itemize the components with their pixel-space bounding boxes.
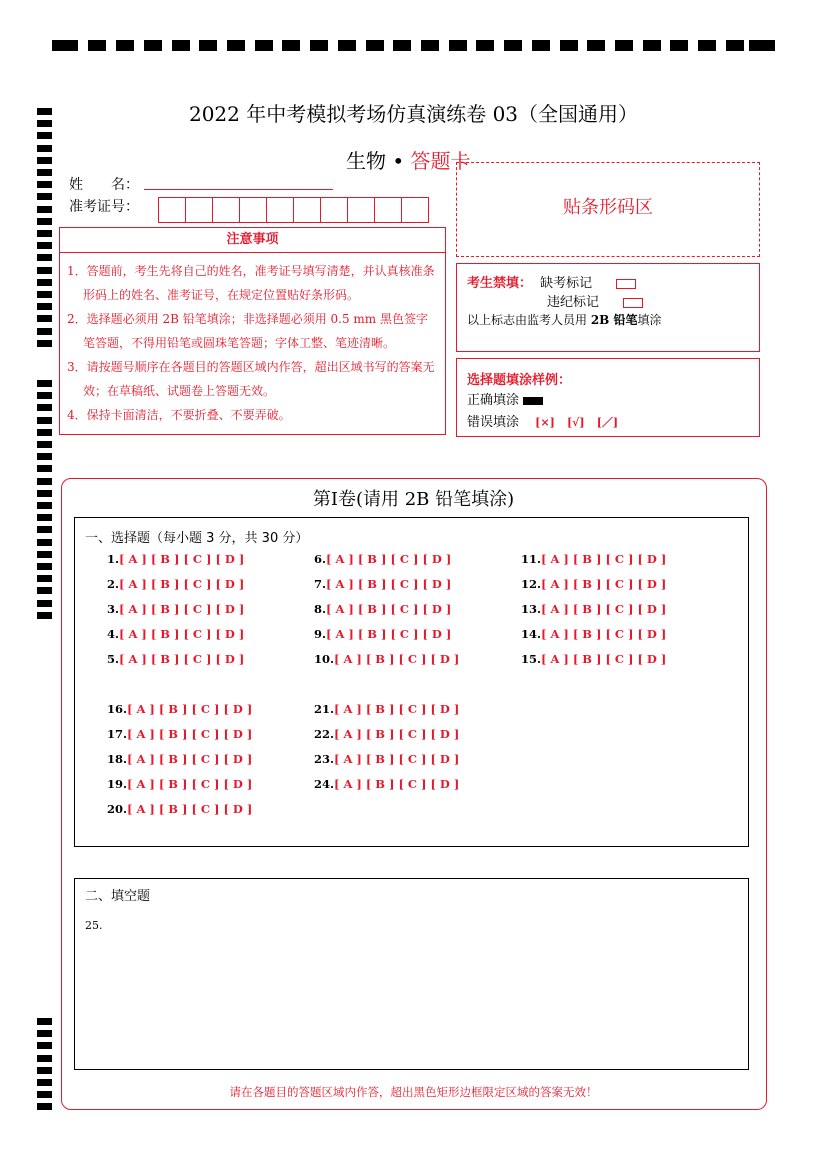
answer-options[interactable]: [ A ] [ B ] [ C ] [ D ] xyxy=(334,702,460,716)
mcq-question[interactable] xyxy=(521,602,666,616)
id-digit-box[interactable] xyxy=(266,197,294,223)
notice-item: 1．答题前，考生先将自己的姓名，准考证号填写清楚，并认真核准条形码上的姓名、准考证号，在规定位置贴好条形码。 xyxy=(67,264,435,302)
absent-mark-box[interactable] xyxy=(616,279,636,289)
id-digit-box[interactable] xyxy=(185,197,213,223)
registration-mark xyxy=(37,254,52,261)
registration-mark xyxy=(37,267,52,274)
registration-mark xyxy=(37,193,52,200)
question-number: 24. xyxy=(314,777,335,791)
registration-mark xyxy=(37,575,52,582)
registration-mark xyxy=(37,315,52,322)
registration-mark xyxy=(37,514,52,521)
registration-mark xyxy=(749,40,775,51)
name-field-label: 姓 名： xyxy=(69,177,139,193)
name-input-line[interactable] xyxy=(144,189,333,190)
registration-mark xyxy=(88,40,106,51)
registration-mark xyxy=(52,40,78,51)
violation-mark-box[interactable] xyxy=(623,298,643,308)
answer-options[interactable]: [ A ] [ B ] [ C ] [ D ] xyxy=(127,702,253,716)
registration-mark xyxy=(37,1055,52,1062)
id-digit-box[interactable] xyxy=(158,197,186,223)
registration-mark xyxy=(37,478,52,485)
registration-mark xyxy=(37,1103,52,1110)
mcq-question[interactable] xyxy=(521,552,666,566)
registration-mark xyxy=(37,453,52,460)
registration-mark xyxy=(310,40,328,51)
question-number: 4. xyxy=(107,627,120,641)
registration-mark xyxy=(37,169,52,176)
exam-id-grid[interactable] xyxy=(158,197,428,223)
registration-mark xyxy=(255,40,273,51)
top-registration-marks xyxy=(52,40,775,52)
answer-options[interactable]: [ A ] [ B ] [ C ] [ D ] xyxy=(541,552,667,566)
mcq-question[interactable] xyxy=(107,752,252,766)
registration-mark xyxy=(393,40,411,51)
question-number: 3. xyxy=(107,602,120,616)
registration-mark xyxy=(37,600,52,607)
registration-mark xyxy=(37,551,52,558)
answer-options[interactable]: [ A ] [ B ] [ C ] [ D ] xyxy=(127,777,253,791)
wrong-fill-sample: [／] xyxy=(596,416,619,429)
mcq-question[interactable] xyxy=(314,627,451,641)
question-number: 11. xyxy=(521,552,542,566)
registration-mark xyxy=(726,40,744,51)
notice-item: 4．保持卡面清洁，不要折叠、不要弄破。 xyxy=(67,408,291,422)
registration-mark xyxy=(116,40,134,51)
mcq-question[interactable] xyxy=(314,777,459,791)
mcq-question[interactable] xyxy=(314,727,459,741)
answer-options[interactable]: [ A ] [ B ] [ C ] [ D ] xyxy=(119,627,245,641)
mcq-question[interactable] xyxy=(521,627,666,641)
registration-mark xyxy=(37,539,52,546)
answer-options[interactable]: [ A ] [ B ] [ C ] [ D ] xyxy=(541,652,667,666)
answer-options[interactable]: [ A ] [ B ] [ C ] [ D ] xyxy=(334,727,460,741)
correct-fill-label: 正确填涂 xyxy=(467,393,520,408)
footer-warning: 请在各题目的答题区域内作答，超出黑色矩形边框限定区域的答案无效！ xyxy=(229,1085,598,1099)
answer-options[interactable]: [ A ] [ B ] [ C ] [ D ] xyxy=(119,652,245,666)
registration-mark xyxy=(532,40,550,51)
notice-heading: 注意事项 xyxy=(60,228,445,253)
mcq-question[interactable] xyxy=(314,702,459,716)
registration-mark xyxy=(37,230,52,237)
registration-mark xyxy=(37,328,52,335)
registration-mark xyxy=(37,404,52,411)
registration-mark xyxy=(587,40,605,51)
subject-name: 生物 xyxy=(346,149,386,173)
answer-options[interactable]: [ A ] [ B ] [ C ] [ D ] xyxy=(119,552,245,566)
mcq-question[interactable] xyxy=(314,602,451,616)
question-number: 23. xyxy=(314,752,335,766)
question-number: 6. xyxy=(314,552,327,566)
registration-mark xyxy=(37,1067,52,1074)
registration-mark xyxy=(37,380,52,387)
question-25-number: 25. xyxy=(85,919,103,932)
mcq-question[interactable] xyxy=(521,652,666,666)
registration-mark xyxy=(366,40,384,51)
absent-mark-label: 缺考标记 xyxy=(540,276,593,291)
id-digit-box[interactable] xyxy=(239,197,267,223)
registration-mark xyxy=(37,563,52,570)
registration-mark xyxy=(37,157,52,164)
registration-mark xyxy=(282,40,300,51)
id-digit-box[interactable] xyxy=(347,197,375,223)
question-number: 15. xyxy=(521,652,542,666)
title-separator: • xyxy=(386,149,411,173)
wrong-fill-sample: [×] xyxy=(535,416,555,429)
mcq-heading: 一、选择题（每小题 3 分，共 30 分） xyxy=(85,531,309,546)
question-number: 16. xyxy=(107,702,128,716)
answer-options[interactable]: [ A ] [ B ] [ C ] [ D ] xyxy=(541,577,667,591)
fill-heading: 二、填空题 xyxy=(85,889,151,904)
question-number: 20. xyxy=(107,802,128,816)
registration-mark xyxy=(227,40,245,51)
question-number: 18. xyxy=(107,752,128,766)
forbidden-label: 考生禁填： xyxy=(467,276,533,291)
answer-options[interactable]: [ A ] [ B ] [ C ] [ D ] xyxy=(119,577,245,591)
question-number: 14. xyxy=(521,627,542,641)
notice-item: 2．选择题必须用 2B 铅笔填涂；非选择题必须用 0.5 mm 黑色签字笔答题，不得用铅笔或圆珠笔答题；字体工整、笔迹清晰。 xyxy=(67,312,429,350)
registration-mark xyxy=(37,206,52,213)
answer-options[interactable]: [ A ] [ B ] [ C ] [ D ] xyxy=(326,552,452,566)
answer-options[interactable]: [ A ] [ B ] [ C ] [ D ] xyxy=(541,627,667,641)
notice-box xyxy=(59,227,446,435)
mcq-question[interactable] xyxy=(107,702,252,716)
id-digit-box[interactable] xyxy=(320,197,348,223)
registration-mark xyxy=(37,291,52,298)
mcq-question[interactable] xyxy=(107,627,244,641)
fill-example-box xyxy=(456,358,760,437)
fill-answer-box[interactable] xyxy=(74,878,749,1070)
id-digit-box[interactable] xyxy=(374,197,402,223)
registration-mark xyxy=(560,40,578,51)
correct-fill-sample xyxy=(523,397,543,405)
question-number: 9. xyxy=(314,627,327,641)
fill-example-label: 选择题填涂样例： xyxy=(467,373,572,388)
registration-mark xyxy=(338,40,356,51)
question-number: 13. xyxy=(521,602,542,616)
section-1-title: 第Ⅰ卷(请用 2B 铅笔填涂) xyxy=(312,489,515,510)
registration-mark xyxy=(670,40,688,51)
mcq-question[interactable] xyxy=(107,552,244,566)
registration-mark xyxy=(421,40,439,51)
registration-mark xyxy=(37,612,52,619)
wrong-fill-label: 错误填涂 xyxy=(467,415,520,430)
registration-mark xyxy=(37,392,52,399)
mcq-question[interactable] xyxy=(107,652,244,666)
barcode-area: 贴条形码区 xyxy=(456,162,760,257)
mcq-question[interactable] xyxy=(107,777,252,791)
id-digit-box[interactable] xyxy=(401,197,429,223)
id-digit-box[interactable] xyxy=(212,197,240,223)
mcq-question[interactable] xyxy=(107,577,244,591)
answer-options[interactable]: [ A ] [ B ] [ C ] [ D ] xyxy=(334,777,460,791)
question-number: 12. xyxy=(521,577,542,591)
registration-mark xyxy=(37,145,52,152)
answer-card-label: 答题卡 xyxy=(410,149,471,173)
registration-mark xyxy=(37,218,52,225)
subject-title xyxy=(346,145,471,174)
mcq-answer-box xyxy=(74,517,749,847)
answer-options[interactable]: [ A ] [ B ] [ C ] [ D ] xyxy=(127,727,253,741)
exam-id-label: 准考证号： xyxy=(69,199,139,215)
question-number: 21. xyxy=(314,702,335,716)
question-number: 19. xyxy=(107,777,128,791)
registration-mark xyxy=(698,40,716,51)
mcq-question[interactable] xyxy=(521,577,666,591)
registration-mark xyxy=(37,340,52,347)
registration-mark xyxy=(37,441,52,448)
answer-options[interactable]: [ A ] [ B ] [ C ] [ D ] xyxy=(334,652,460,666)
registration-mark xyxy=(37,1042,52,1049)
mcq-question[interactable] xyxy=(314,652,459,666)
registration-mark xyxy=(615,40,633,51)
answer-options[interactable]: [ A ] [ B ] [ C ] [ D ] xyxy=(334,752,460,766)
registration-mark xyxy=(199,40,217,51)
answer-options[interactable]: [ A ] [ B ] [ C ] [ D ] xyxy=(541,602,667,616)
registration-mark xyxy=(37,242,52,249)
registration-mark xyxy=(37,429,52,436)
registration-mark xyxy=(37,526,52,533)
registration-mark xyxy=(37,181,52,188)
registration-mark xyxy=(37,1018,52,1025)
answer-options[interactable]: [ A ] [ B ] [ C ] [ D ] xyxy=(127,802,253,816)
registration-mark xyxy=(449,40,467,51)
registration-mark xyxy=(37,417,52,424)
answer-options[interactable]: [ A ] [ B ] [ C ] [ D ] xyxy=(326,627,452,641)
question-number: 5. xyxy=(107,652,120,666)
mcq-question[interactable] xyxy=(314,752,459,766)
registration-mark xyxy=(37,1030,52,1037)
registration-mark xyxy=(504,40,522,51)
registration-mark xyxy=(476,40,494,51)
forbidden-note: 以上标志由监考人员用 2B 铅笔填涂 xyxy=(467,313,662,327)
exam-title: 2022 年中考模拟考场仿真演练卷 03（全国通用） xyxy=(188,102,639,126)
mcq-question[interactable] xyxy=(314,552,451,566)
question-number: 8. xyxy=(314,602,327,616)
registration-mark xyxy=(37,303,52,310)
question-number: 22. xyxy=(314,727,335,741)
mcq-question[interactable] xyxy=(107,727,252,741)
registration-mark xyxy=(172,40,190,51)
id-digit-box[interactable] xyxy=(293,197,321,223)
registration-mark xyxy=(37,587,52,594)
violation-mark-label: 违纪标记 xyxy=(547,295,600,310)
question-number: 2. xyxy=(107,577,120,591)
mcq-question[interactable] xyxy=(107,602,244,616)
mcq-question[interactable] xyxy=(107,802,252,816)
answer-options[interactable]: [ A ] [ B ] [ C ] [ D ] xyxy=(326,577,452,591)
mcq-question[interactable] xyxy=(314,577,451,591)
registration-mark xyxy=(37,279,52,286)
registration-mark xyxy=(37,132,52,139)
registration-mark xyxy=(144,40,162,51)
answer-options[interactable]: [ A ] [ B ] [ C ] [ D ] xyxy=(119,602,245,616)
notice-item: 3．请按题号顺序在各题目的答题区域内作答，超出区域书写的答案无效；在草稿纸、试题卷上答题无效。 xyxy=(67,360,435,398)
wrong-fill-sample: [√] xyxy=(566,416,585,429)
answer-options[interactable]: [ A ] [ B ] [ C ] [ D ] xyxy=(326,602,452,616)
question-number: 7. xyxy=(314,577,327,591)
question-number: 1. xyxy=(107,552,120,566)
registration-mark xyxy=(643,40,661,51)
forbidden-box xyxy=(456,263,760,352)
registration-mark xyxy=(37,465,52,472)
question-number: 17. xyxy=(107,727,128,741)
answer-options[interactable]: [ A ] [ B ] [ C ] [ D ] xyxy=(127,752,253,766)
question-number: 10. xyxy=(314,652,335,666)
